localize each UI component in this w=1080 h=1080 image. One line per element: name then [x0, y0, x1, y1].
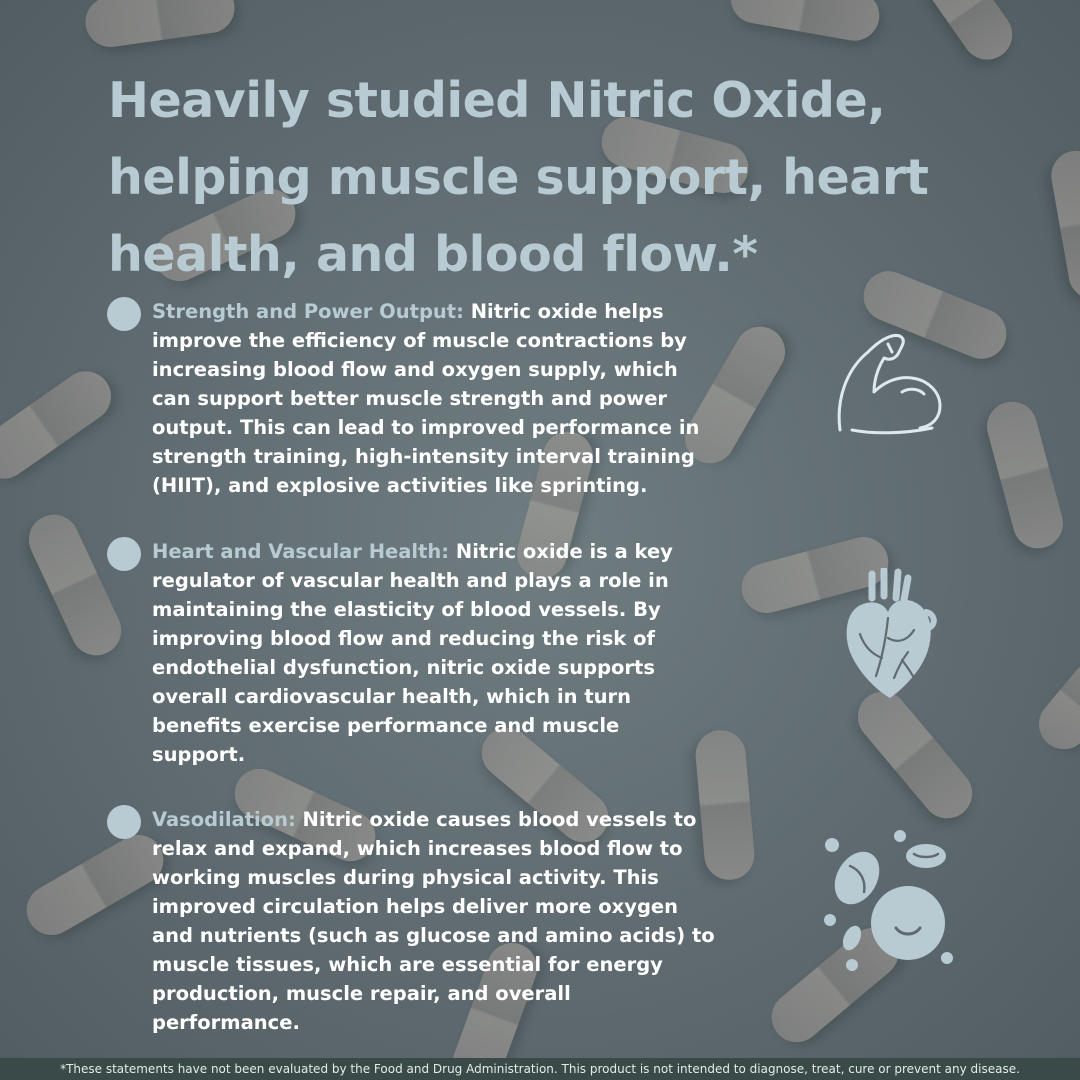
benefit-text: [152, 297, 717, 500]
fda-disclaimer: *These statements have not been evaluated by the Food and Drug Administration. This product is not intended to diagnose, treat, cure or prevent any disease.: [0, 1058, 1080, 1080]
capsule: [1029, 651, 1080, 760]
benefit-body: Nitric oxide is a key regulator of vascular health and plays a role in maintaining the elasticity of blood vessels. By improving blood flow and reducing the risk of endothelial dysfunction, nitric oxide supports overall cardiovascular health, which in turn benefits exercise performance and muscle support.: [152, 540, 673, 766]
benefit-body: Nitric oxide causes blood vessels to relax and expand, which increases blood flow to working muscles during physical activity. This improved circulation helps deliver more oxygen and nutrients (such as glucose and amino acids) to muscle tissues, which are essential for energy production, muscle repair, and overall performance.: [152, 808, 715, 1034]
bullet-dot: [107, 537, 141, 571]
benefit-vasodilation: [107, 805, 717, 1037]
capsule: [1047, 147, 1080, 303]
capsule: [82, 0, 237, 50]
anatomical-heart-icon: [842, 568, 937, 703]
capsule: [0, 362, 121, 489]
benefit-strength: [107, 297, 717, 500]
capsule: [981, 396, 1068, 554]
flexed-arm-icon: [832, 330, 947, 435]
capsule: [918, 0, 1022, 69]
benefit-text: [152, 537, 717, 769]
bullet-dot: [107, 297, 141, 331]
capsule: [727, 0, 883, 45]
benefit-text: [152, 805, 717, 1037]
headline: Heavily studied Nitric Oxide, helping muscle support, heart health, and blood flow.*: [108, 72, 929, 283]
blood-cells-icon: [820, 828, 955, 973]
benefit-term: Strength and Power Output:: [152, 300, 464, 323]
bullet-dot: [107, 805, 141, 839]
benefit-term: Heart and Vascular Health:: [152, 540, 450, 563]
benefit-heart: [107, 537, 717, 769]
capsule: [848, 681, 983, 828]
benefit-term: Vasodilation:: [152, 808, 296, 831]
benefit-body: Nitric oxide helps improve the efficiency of muscle contractions by increasing blood flow and oxygen supply, which can support better muscle strength and power output. This can lead to improved performance in strength training, high-intensity interval training (HIIT), and explosive activities like sprinting.: [152, 300, 700, 497]
